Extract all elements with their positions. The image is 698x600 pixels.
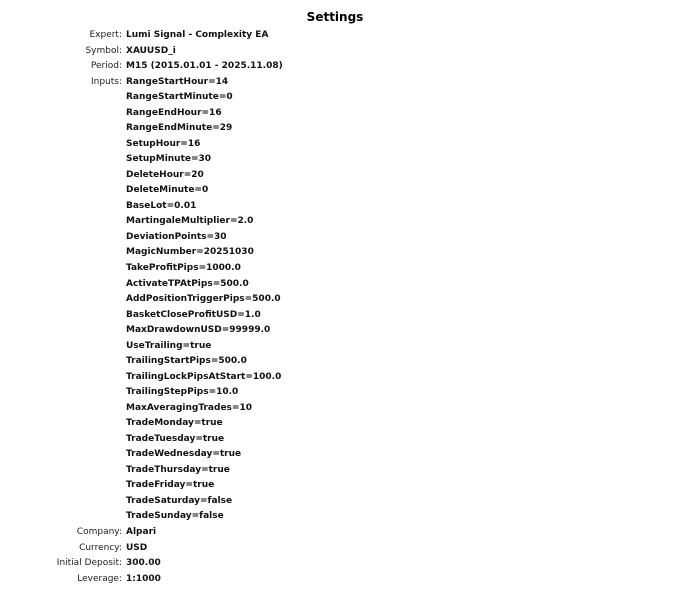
period-label: Period: [90, 61, 122, 72]
input-row [0, 277, 283, 293]
company-label: Company: [76, 527, 122, 537]
inputs-label-spacer [0, 401, 126, 417]
deposit-value: 300.00 [126, 558, 161, 569]
inputs-label-spacer [0, 152, 126, 168]
leverage-label: Leverage: [77, 573, 122, 584]
input-parameter: BasketCloseProfitUSD=1.0 [126, 309, 261, 320]
input-parameter: RangeEndHour=16 [126, 107, 222, 118]
input-parameter: SetupMinute=30 [126, 154, 212, 165]
inputs-label-spacer [0, 230, 126, 246]
company-row [0, 525, 283, 541]
input-row [0, 292, 283, 308]
input-parameter: DeleteHour=20 [126, 169, 204, 180]
input-parameter: TradeThursday=true [126, 464, 230, 475]
symbol-label: Symbol: [85, 45, 122, 56]
input-row [0, 416, 283, 432]
inputs-label-spacer [0, 509, 126, 525]
input-row [0, 137, 283, 153]
input-row [0, 75, 283, 91]
input-parameter: MartingaleMultiplier=2.0 [126, 216, 254, 227]
inputs-list [0, 75, 283, 525]
input-parameter: TrailingStepPips=10.0 [126, 387, 239, 398]
expert-value: Lumi Signal - Complexity EA [126, 30, 269, 40]
input-row [0, 230, 283, 246]
input-parameter: TradeWednesday=true [126, 449, 242, 460]
input-row [0, 90, 283, 106]
input-row [0, 214, 283, 230]
input-row [0, 168, 283, 184]
inputs-label-spacer [0, 494, 126, 510]
inputs-label-spacer [0, 214, 126, 230]
inputs-label-spacer [0, 447, 126, 463]
inputs-label-spacer [0, 432, 126, 448]
input-parameter: BaseLot=0.01 [126, 200, 197, 211]
inputs-label-spacer [0, 385, 126, 401]
inputs-label-spacer [0, 261, 126, 277]
expert-row [0, 28, 283, 44]
input-row [0, 401, 283, 417]
inputs-label-spacer [0, 323, 126, 339]
input-parameter: TradeSaturday=false [126, 495, 233, 506]
inputs-label-spacer [0, 478, 126, 494]
input-parameter: DeleteMinute=0 [126, 185, 209, 196]
input-row [0, 478, 283, 494]
inputs-label-spacer [0, 121, 126, 137]
input-row [0, 106, 283, 122]
settings-title: Settings [306, 10, 364, 24]
input-parameter: TradeSunday=false [126, 511, 224, 522]
input-row [0, 463, 283, 479]
leverage-value: 1:1000 [126, 573, 161, 584]
input-parameter: UseTrailing=true [126, 340, 212, 351]
deposit-row [0, 556, 283, 572]
input-row [0, 199, 283, 215]
currency-label: Currency: [79, 542, 122, 553]
inputs-label-spacer [0, 416, 126, 432]
input-parameter: TradeMonday=true [126, 418, 223, 429]
symbol-row [0, 44, 283, 60]
input-row [0, 370, 283, 386]
settings-table [0, 28, 283, 587]
input-parameter: DeviationPoints=30 [126, 231, 227, 242]
input-row [0, 261, 283, 277]
input-row [0, 509, 283, 525]
inputs-label-spacer [0, 292, 126, 308]
input-parameter: RangeEndMinute=29 [126, 123, 233, 134]
input-row [0, 385, 283, 401]
period-row [0, 59, 283, 75]
currency-value: USD [126, 542, 148, 553]
symbol-value: XAUUSD_i [126, 45, 176, 56]
inputs-label-spacer [0, 168, 126, 184]
inputs-label-spacer [0, 463, 126, 479]
input-row [0, 308, 283, 324]
input-parameter: RangeStartHour=14 [126, 76, 229, 87]
input-row [0, 447, 283, 463]
input-row [0, 152, 283, 168]
inputs-label-spacer [0, 90, 126, 106]
inputs-label-spacer [0, 245, 126, 261]
inputs-label-spacer [0, 199, 126, 215]
input-row [0, 323, 283, 339]
input-row [0, 339, 283, 355]
currency-row [0, 541, 283, 557]
input-parameter: ActivateTPAtPips=500.0 [126, 278, 249, 289]
inputs-label: Inputs: [90, 76, 122, 87]
inputs-label-spacer [0, 137, 126, 153]
input-parameter: RangeStartMinute=0 [126, 92, 233, 103]
inputs-label-spacer [0, 183, 126, 199]
input-parameter: TrailingLockPipsAtStart=100.0 [126, 371, 282, 382]
inputs-label-spacer [0, 339, 126, 355]
input-parameter: AddPositionTriggerPips=500.0 [126, 294, 281, 305]
inputs-label-spacer [0, 106, 126, 122]
inputs-label-spacer [0, 308, 126, 324]
input-parameter: TrailingStartPips=500.0 [126, 356, 247, 367]
input-row [0, 245, 283, 261]
inputs-label-spacer [0, 354, 126, 370]
leverage-row [0, 572, 283, 588]
deposit-label: Initial Deposit: [56, 558, 122, 569]
input-parameter: SetupHour=16 [126, 138, 201, 149]
input-parameter: MaxDrawdownUSD=99999.0 [126, 325, 271, 336]
inputs-label-spacer [0, 277, 126, 293]
input-parameter: MagicNumber=20251030 [126, 247, 254, 258]
input-row [0, 432, 283, 448]
inputs-label-spacer [0, 370, 126, 386]
input-row [0, 494, 283, 510]
input-row [0, 121, 283, 137]
company-value: Alpari [126, 527, 157, 537]
expert-label: Expert: [89, 30, 122, 40]
period-value: M15 (2015.01.01 - 2025.11.08) [126, 61, 283, 72]
input-row [0, 183, 283, 199]
input-parameter: MaxAveragingTrades=10 [126, 402, 252, 413]
input-parameter: TakeProfitPips=1000.0 [126, 262, 241, 273]
input-row [0, 354, 283, 370]
input-parameter: TradeTuesday=true [126, 433, 225, 444]
input-parameter: TradeFriday=true [126, 480, 215, 491]
